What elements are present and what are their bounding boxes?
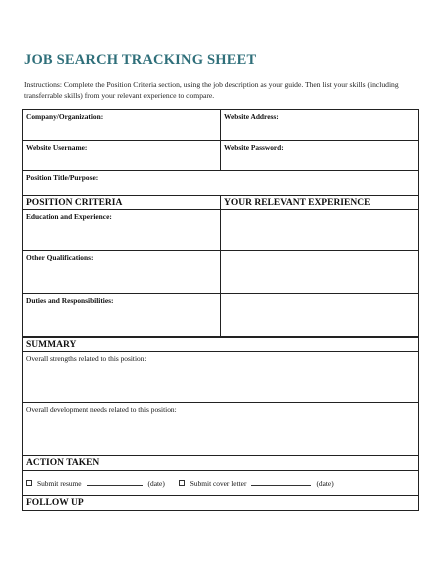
- company-row: [23, 110, 418, 140]
- cover-letter-date-label: (date): [316, 478, 334, 488]
- position-title-row: [23, 170, 418, 195]
- development-field[interactable]: Overall development needs related to this position:: [26, 405, 177, 414]
- follow-up-heading-row: [23, 495, 418, 510]
- website-username-field[interactable]: Website Username:: [26, 143, 88, 152]
- page-title: JOB SEARCH TRACKING SHEET: [24, 52, 257, 68]
- website-password-field[interactable]: Website Password:: [220, 141, 418, 170]
- development-row: [23, 402, 418, 455]
- action-heading-row: [23, 455, 418, 470]
- website-address-field[interactable]: Website Address:: [220, 110, 418, 140]
- submit-resume-label: Submit resume: [37, 478, 82, 488]
- submit-cover-letter-checkbox[interactable]: [179, 480, 185, 486]
- qualifications-field[interactable]: Other Qualifications:: [26, 253, 94, 262]
- criteria-heading-row: [23, 195, 418, 209]
- instructions-text: Instructions: Complete the Position Criteria section, using the job description as your guide. Then list your skills (including transferrable skills) from your relevant experience to compare.: [24, 80, 399, 100]
- relevant-experience-heading: YOUR RELEVANT EXPERIENCE: [220, 196, 418, 209]
- tracking-sheet-table: [22, 109, 419, 511]
- submit-cover-letter-label: Submit cover letter: [189, 478, 247, 488]
- education-row: [23, 209, 418, 250]
- qualifications-experience-field[interactable]: [220, 251, 418, 293]
- summary-heading-row: [23, 336, 418, 351]
- submit-line: [23, 479, 337, 488]
- strengths-field[interactable]: Overall strengths related to this position:: [26, 354, 147, 363]
- cover-letter-date-blank[interactable]: [251, 480, 311, 486]
- qualifications-row: [23, 250, 418, 293]
- education-field[interactable]: Education and Experience:: [26, 212, 112, 221]
- submit-row: [23, 470, 418, 495]
- duties-field[interactable]: Duties and Responsibilities:: [26, 296, 114, 305]
- summary-heading: SUMMARY: [26, 340, 77, 350]
- education-experience-field[interactable]: [220, 210, 418, 250]
- submit-resume-checkbox[interactable]: [26, 480, 32, 486]
- position-title-field[interactable]: Position Title/Purpose:: [26, 173, 99, 182]
- strengths-row: [23, 351, 418, 402]
- follow-up-heading: FOLLOW UP: [26, 498, 84, 508]
- duties-row: [23, 293, 418, 336]
- action-taken-heading: ACTION TAKEN: [26, 458, 100, 468]
- position-criteria-heading: POSITION CRITERIA: [26, 198, 123, 208]
- duties-experience-field[interactable]: [220, 294, 418, 336]
- website-credentials-row: [23, 140, 418, 170]
- company-field[interactable]: Company/Organization:: [26, 112, 104, 121]
- resume-date-blank[interactable]: [87, 480, 143, 486]
- resume-date-label: (date): [147, 478, 165, 488]
